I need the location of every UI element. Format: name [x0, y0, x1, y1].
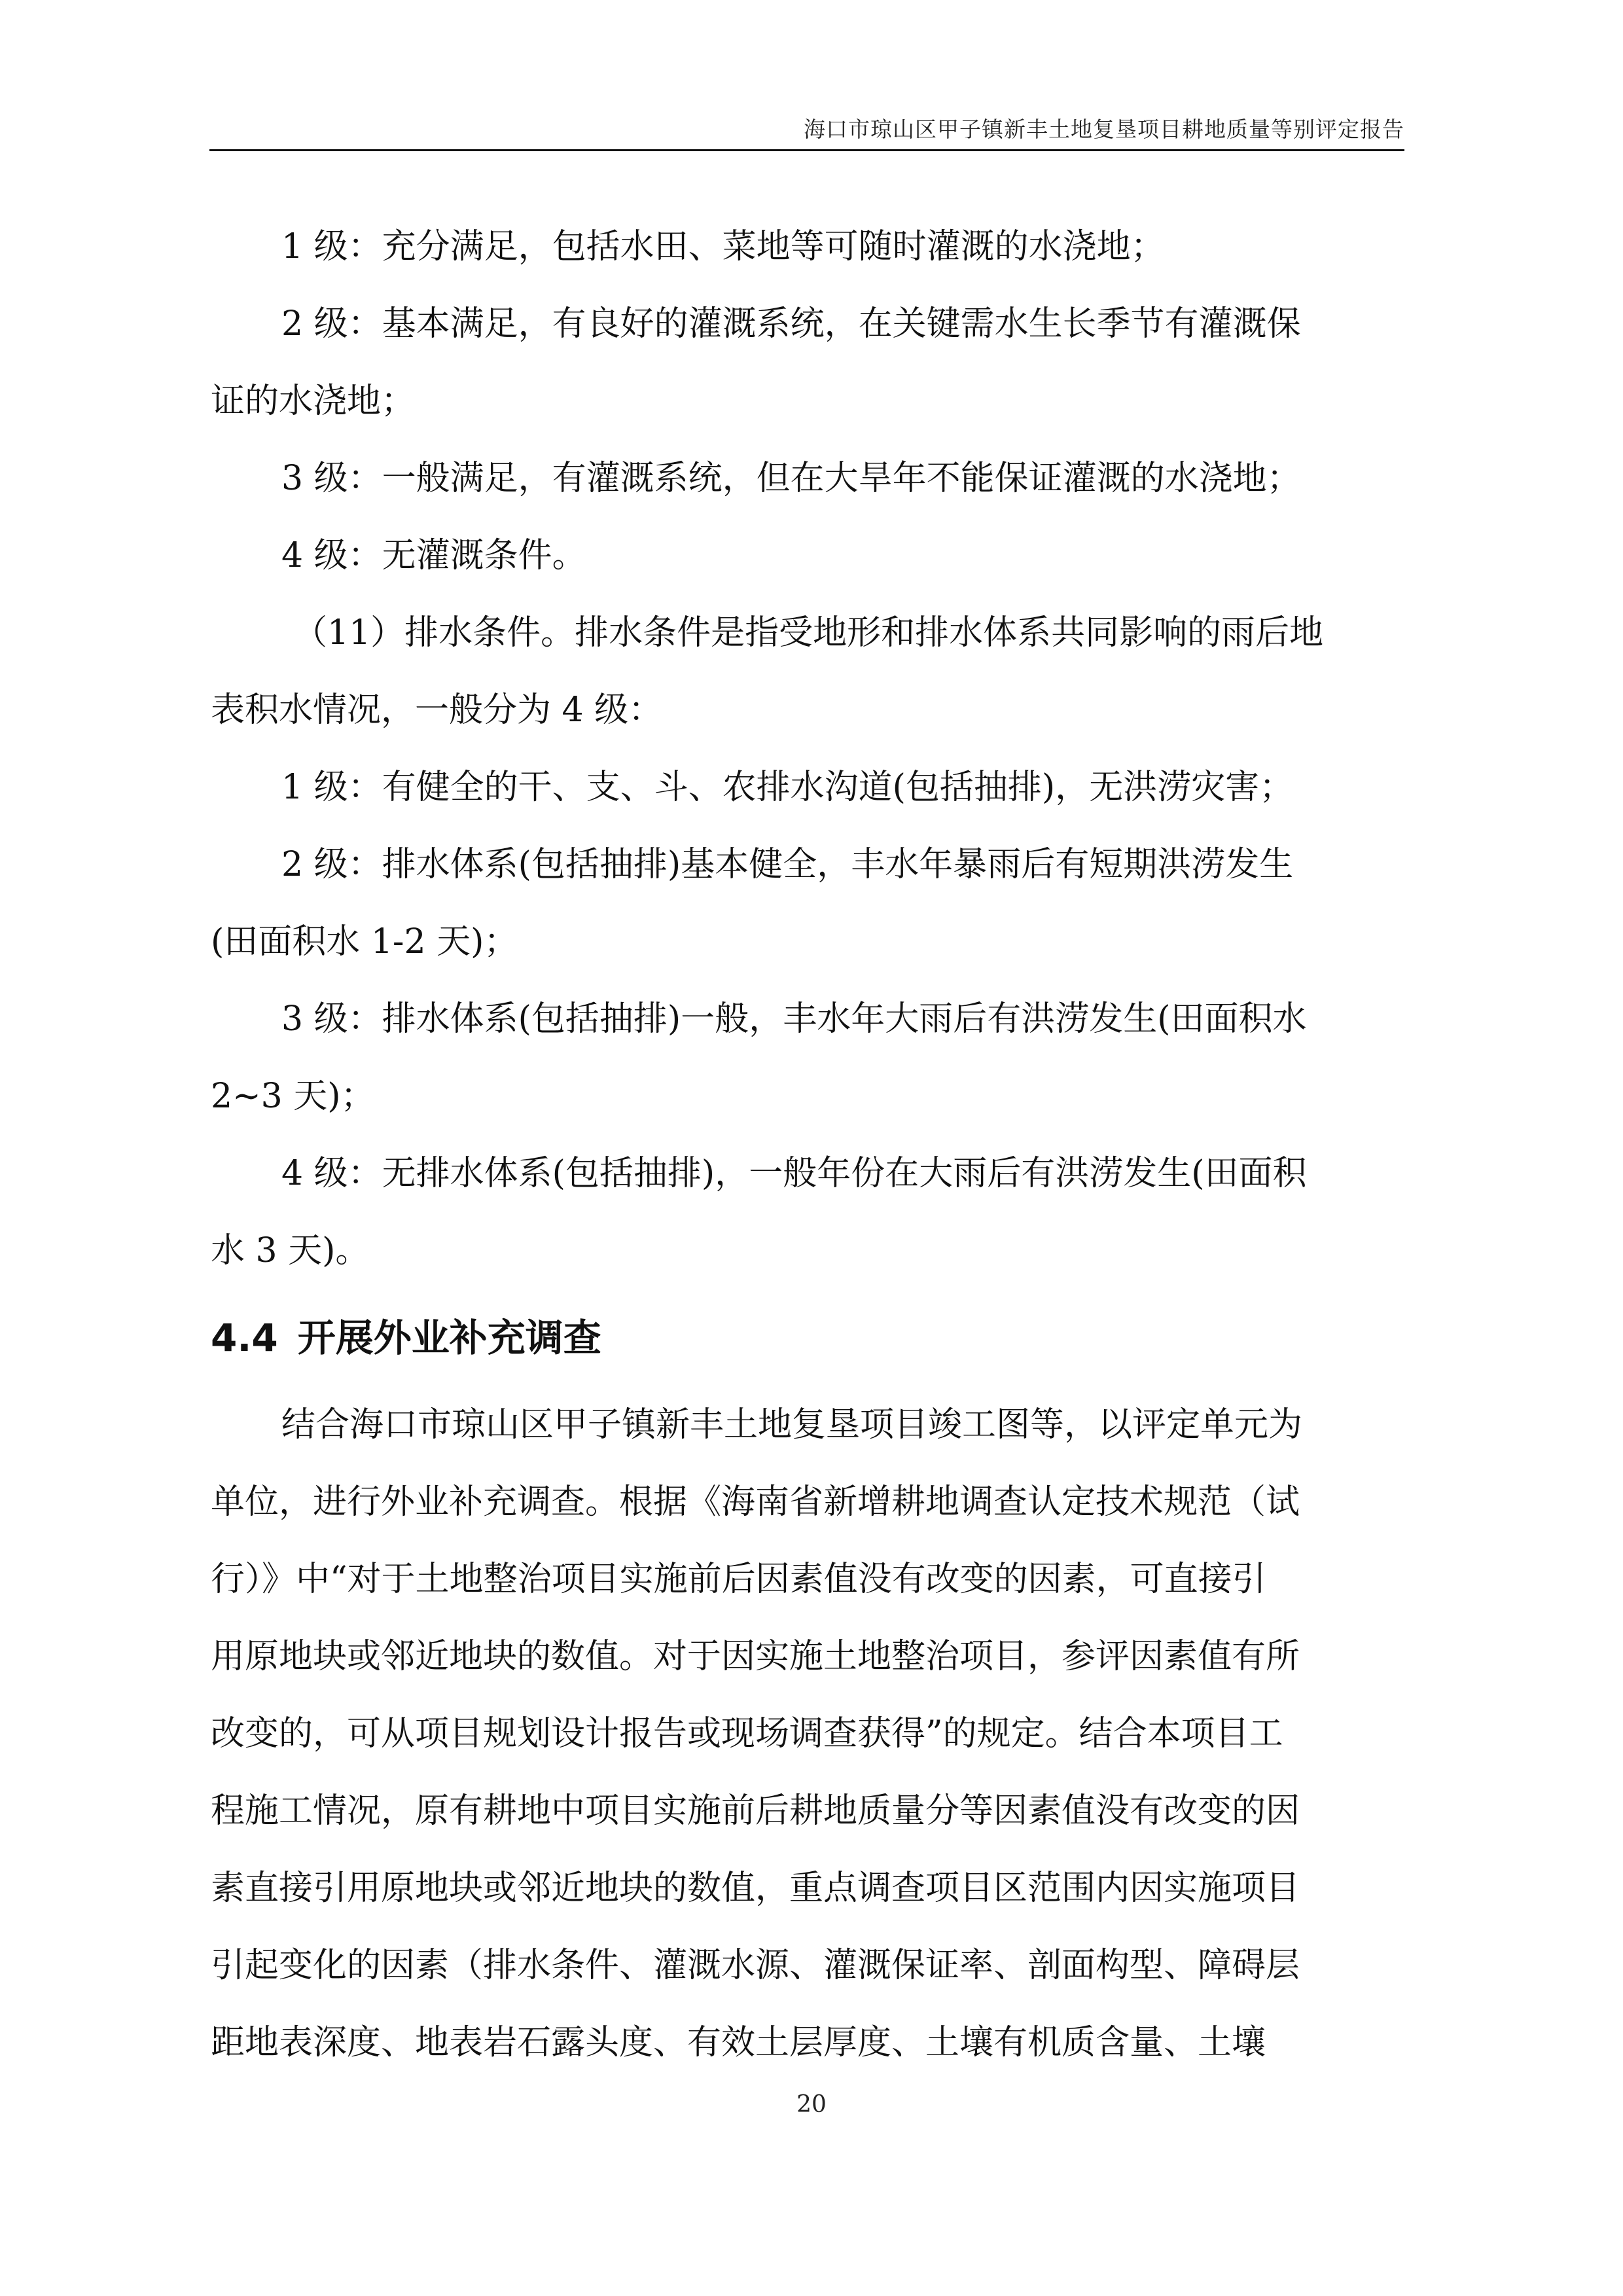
paragraph-line: 2 级：排水体系(包括抽排)基本健全，丰水年暴雨后有短期洪涝发生 [281, 845, 1294, 884]
running-header: 海口市琼山区甲子镇新丰土地复垦项目耕地质量等别评定报告 [804, 117, 1404, 142]
paragraph-line: 改变的，可从项目规划设计报告或现场调查获得”的规定。结合本项目工 [211, 1714, 1283, 1753]
paragraph-line: 2 级：基本满足，有良好的灌溉系统，在关键需水生长季节有灌溉保 [281, 304, 1301, 344]
paragraph-line: 结合海口市琼山区甲子镇新丰土地复垦项目竣工图等，以评定单元为 [281, 1405, 1303, 1444]
section-title: 开展外业补充调查 [297, 1316, 601, 1360]
paragraph-line: 3 级：一般满足，有灌溉系统，但在大旱年不能保证灌溉的水浇地； [281, 459, 1301, 498]
paragraph-line: 4 级：无灌溉条件。 [281, 536, 586, 575]
paragraph-line: 距地表深度、地表岩石露头度、有效土层厚度、土壤有机质含量、土壤 [211, 2023, 1266, 2062]
paragraph-line: （11）排水条件。排水条件是指受地形和排水体系共同影响的雨后地 [293, 613, 1324, 653]
paragraph-line: 水 3 天)。 [211, 1231, 370, 1270]
paragraph-line: 2~3 天)； [211, 1077, 375, 1116]
paragraph-line: 素直接引用原地块或邻近地块的数值，重点调查项目区范围内因实施项目 [211, 1869, 1300, 1908]
section-number: 4.4 [211, 1316, 278, 1360]
paragraph-line: 3 级：排水体系(包括抽排)一般，丰水年大雨后有洪涝发生(田面积水 [281, 999, 1307, 1039]
page-number: 20 [796, 2091, 827, 2118]
paragraph-line: 行）》中“对于土地整治项目实施前后因素值没有改变的因素，可直接引 [211, 1560, 1266, 1599]
body-text [211, 208, 1403, 2081]
paragraph-line: (田面积水 1-2 天)； [211, 922, 518, 961]
paragraph-line: 4 级：无排水体系(包括抽排)，一般年份在大雨后有洪涝发生(田面积 [281, 1154, 1307, 1193]
paragraph-line: 程施工情况，原有耕地中项目实施前后耕地质量分等因素值没有改变的因 [211, 1791, 1300, 1831]
paragraph-line: 证的水浇地； [211, 382, 416, 421]
paragraph-line: 单位，进行外业补充调查。根据《海南省新增耕地调查认定技术规范（试 [211, 1482, 1300, 1522]
paragraph-line: 表积水情况，一般分为 4 级： [211, 691, 663, 730]
paragraph-line: 1 级：充分满足，包括水田、菜地等可随时灌溉的水浇地； [281, 227, 1165, 266]
paragraph-line: 引起变化的因素（排水条件、灌溉水源、灌溉保证率、剖面构型、障碍层 [211, 1946, 1300, 1985]
header-divider [209, 149, 1404, 151]
section-heading [211, 1289, 1403, 1386]
paragraph-line: 1 级：有健全的干、支、斗、农排水沟道(包括抽排)，无洪涝灾害； [281, 768, 1294, 807]
paragraph-line: 用原地块或邻近地块的数值。对于因实施土地整治项目，参评因素值有所 [211, 1637, 1300, 1676]
